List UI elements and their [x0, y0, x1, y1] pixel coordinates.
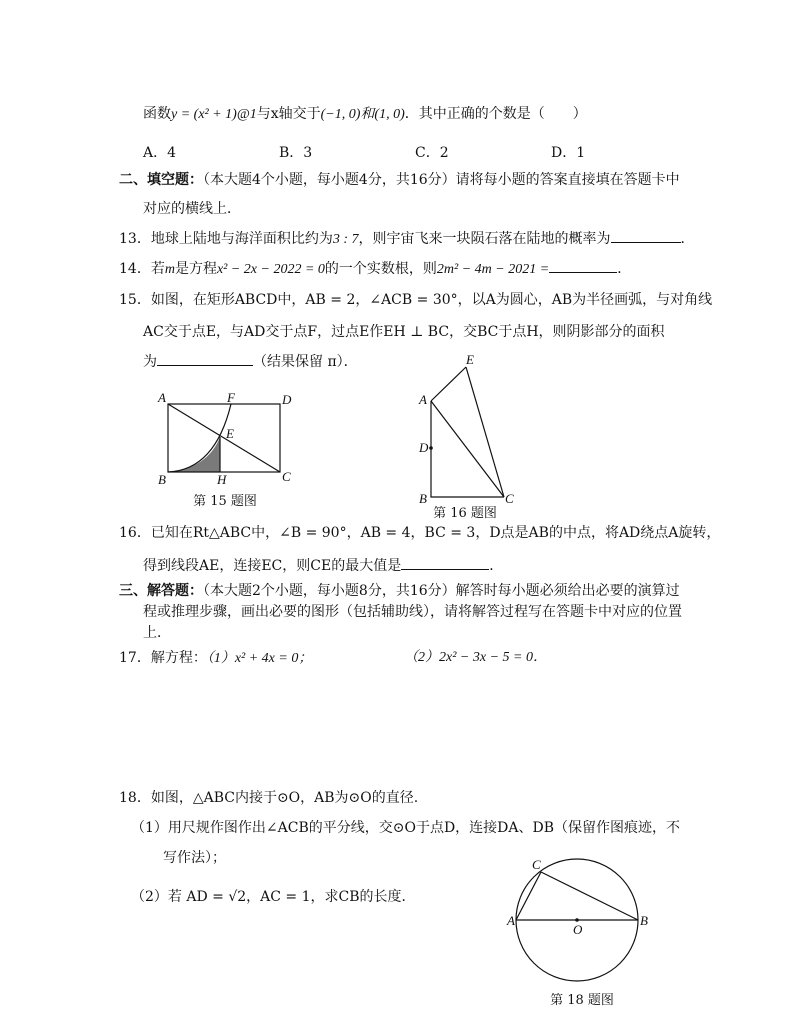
q18-part1-cont: 写作法）；: [163, 850, 226, 866]
q17-part2: （2）2x² − 3x − 5 = 0．: [404, 650, 547, 665]
fig16-ae: [431, 367, 466, 401]
fig15-diagonal: [168, 404, 280, 472]
fig15-label-d: D: [282, 392, 292, 407]
option-c: C．2: [415, 145, 449, 161]
q17-part1: （1）x² + 4x = 0；: [206, 651, 313, 666]
fig16-ec: [466, 367, 504, 497]
q12-options: [143, 143, 687, 163]
q15-line1: 15．如图，在矩形ABCD中，AB = 2，∠ACB = 30°，以A为圆心，AB为半径画弧，与对角线: [119, 292, 713, 308]
q18-part1: （1）用尺规作图作出∠ACB的平分线，交⊙O于点D，连接DA、DB（保留作图痕迹，不: [131, 820, 681, 836]
q12-points: (−1, 0)和(1, 0): [320, 107, 405, 122]
option-d: D．1: [551, 145, 586, 161]
fig18-label-b: B: [640, 913, 648, 928]
fig18-side-cb: [541, 872, 638, 920]
fig16-label-a: A: [419, 392, 427, 407]
q18-part2: （2）若 AD = √2，AC = 1，求CB的长度．: [131, 889, 416, 905]
q12-formula: y = (x² + 1)@1: [171, 107, 257, 122]
fig15-label-c: C: [282, 469, 291, 484]
fig15-label-b: B: [158, 472, 166, 487]
fig16-label-d: D: [419, 440, 429, 455]
section2-title: 二、填空题：: [119, 172, 203, 188]
option-a: A．4: [143, 145, 177, 161]
fig18-label-a: A: [507, 913, 515, 928]
q12-statement: 函数y = (x² + 1)@1与x轴交于(−1, 0)和(1, 0)．其中正确的个数是（ ）: [143, 106, 587, 122]
section3-desc-line2: 程或推理步骤，画出必要的图形（包括辅助线），请将解答过程写在答题卡中对应的位置: [143, 604, 682, 620]
q14: 14．若m是方程x² − 2x − 2022 = 0的一个实数根，则2m² − 4m − 2021 = ．: [119, 258, 631, 280]
section3-title: 三、解答题：: [119, 583, 203, 599]
fig15-arc: [168, 404, 231, 472]
fig15-caption: 第 15 题图: [193, 494, 257, 509]
q18-statement: 18．如图，△ABC内接于⊙O，AB为⊙O的直径.: [119, 790, 419, 806]
section3-desc-line3: 上．: [143, 625, 171, 641]
option-b: B．3: [279, 145, 313, 161]
fig16-ac: [431, 401, 504, 497]
fig15-label-f: F: [227, 390, 235, 405]
q15-line2: AC交于点E，与AD交于点F，过点E作EH ⊥ BC，交BC于点H，则阴影部分的面积: [143, 324, 665, 340]
q16-line2: 得到线段AE，连接EC，则CE的最大值是 ．: [143, 555, 503, 576]
figure-15: [150, 388, 300, 488]
fig16-label-e: E: [466, 352, 474, 367]
fig15-label-a: A: [158, 390, 166, 405]
figure-18: [505, 855, 650, 985]
q14-answer-blank: [549, 258, 617, 273]
fig15-label-e: E: [226, 426, 234, 441]
fig16-label-b: B: [419, 491, 427, 506]
q13-answer-blank: [611, 228, 681, 243]
section3-heading: 三、解答题：（本大题2个小题，每小题8分，共16分）解答时每小题必须给出必要的演算过: [119, 583, 680, 599]
q17: 17．解方程：（1）x² + 4x = 0；: [119, 650, 313, 666]
section2-desc-cont: 对应的横线上．: [143, 201, 241, 217]
q15-line3: 为 （结果保留 π）．: [143, 351, 358, 372]
q15-answer-blank: [157, 351, 253, 366]
fig15-shaded-region: [168, 437, 220, 472]
fig18-caption: 第 18 题图: [550, 993, 614, 1008]
q13: 13．地球上陆地与海洋面积比约为3 : 7，则宇宙飞来一块陨石落在陆地的概率为 ．: [119, 228, 695, 250]
fig16-point-d: [429, 446, 433, 450]
q16-line1: 16．已知在Rt△ABC中，∠B = 90°，AB = 4，BC = 3，D点是AB的中点，将AD绕点A旋转，: [119, 525, 721, 541]
fig15-label-h: H: [217, 472, 227, 487]
figure-16: [410, 352, 520, 508]
section2-heading: 二、填空题：（本大题4个小题，每小题4分，共16分）请将每小题的答案直接填在答题卡中: [119, 172, 680, 188]
fig18-side-ac: [516, 872, 541, 920]
fig16-label-c: C: [505, 491, 514, 506]
q16-answer-blank: [401, 555, 489, 570]
fig18-label-o: O: [573, 922, 583, 937]
fig16-caption: 第 16 题图: [433, 506, 497, 521]
fig18-label-c: C: [532, 857, 541, 872]
